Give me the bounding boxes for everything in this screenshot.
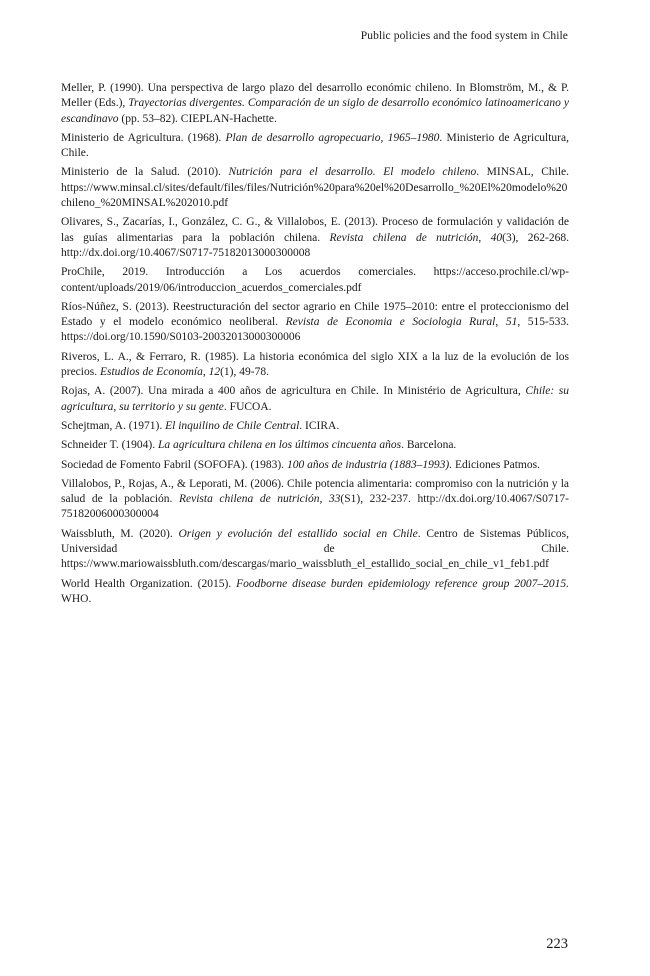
reference-text-segment: Ediciones Patmos. [452, 458, 540, 471]
reference-entry [61, 384, 569, 415]
reference-text-segment: Waissbluth, M. (2020). [61, 527, 179, 540]
reference-text-segment: WHO. [61, 592, 92, 605]
reference-text-segment: ProChile, 2019. Introducción a Los acuerdos comerciales. https://acceso.prochile.cl/wp-content/uploads/2019/06/introduccion_acuerdos_comerciales.pdf [61, 266, 569, 294]
reference-italic-segment: Revista de Economia e Sociologia Rural [285, 316, 496, 329]
reference-text-segment: , [202, 366, 209, 379]
reference-entry [61, 477, 569, 523]
reference-text-segment: Rojas, A. (2007). Una mirada a 400 años de agricultura en Chile. In Ministério de Agricultura, [61, 385, 526, 398]
reference-text-segment: Ministerio de Agricultura. (1968). [61, 131, 226, 144]
reference-text-segment: . Barcelona. [401, 439, 457, 452]
reference-list [61, 81, 569, 611]
reference-italic-segment: 100 años de industria (1883–1993). [286, 458, 453, 471]
reference-text-segment: , [495, 316, 506, 329]
reference-text-segment: Ríos-Núñez, S. (2013). Reestructuración del sector agrario en Chile 1975–2010: entre el proteccionismo del Estado y el modelo económico neoliberal. [61, 300, 569, 329]
reference-italic-segment: 51 [505, 316, 518, 329]
reference-italic-segment: Nutrición para el desarrollo. El modelo chileno [228, 166, 477, 179]
reference-text-segment: Schejtman, A. (1971). [61, 419, 166, 432]
reference-italic-segment: 33 [328, 493, 341, 506]
reference-text-segment: Ministerio de la Salud. (2010). [61, 166, 229, 179]
reference-text-segment: (1), 49-78. [220, 366, 269, 379]
reference-entry [61, 300, 569, 346]
reference-text-segment: World Health Organization. (2015). [61, 577, 237, 590]
reference-text-segment: (3), 262-268. http://dx.doi.org/10.4067/S0717-75182013000300008 [61, 231, 570, 259]
reference-text-segment: , [319, 493, 329, 506]
reference-italic-segment: Chile: su agricultura, su territorio y su gente [61, 385, 569, 413]
reference-text-segment: . ICIRA. [299, 419, 340, 432]
reference-text-segment: Villalobos, P., Rojas, A., & Leporati, M. (2006). Chile potencia alimentaria: compromiso con la nutrición y la salud de la población. [61, 477, 569, 506]
reference-text-segment: . MINSAL, Chile. https://www.minsal.cl/sites/default/files/files/Nutrición%20para%20el%20Desarrollo_%20El%20modelo%20chileno_%20MINSAL%202010.pdf [61, 166, 569, 210]
reference-text-segment: Riveros, L. A., & Ferraro, R. (1985). La historia económica del siglo XIX a la luz de la evolución de los precios. [61, 350, 569, 379]
reference-text-segment: Schneider T. (1904). [61, 439, 158, 452]
reference-italic-segment: El inquilino de Chile Central [165, 419, 300, 432]
reference-text-segment: , [478, 231, 491, 244]
reference-text-segment: (pp. 53–82). CIEPLAN-Hachette. [118, 112, 277, 125]
reference-text-segment: Olivares, S., Zacarías, I., González, C. G., & Villalobos, E. (2013). Proceso de formulación y validación de las guías alimentarias para la población chilena. [61, 216, 569, 244]
reference-entry [61, 265, 569, 296]
reference-italic-segment: La agricultura chilena en los últimos cincuenta años [157, 439, 402, 452]
reference-italic-segment: Revista chilena de nutrición [329, 231, 479, 244]
reference-text-segment: Meller, P. (1990). Una perspectiva de largo plazo del desarrollo económic chileno. In Blomström, M., & P. Meller (Eds.), [61, 82, 569, 110]
reference-italic-segment: Estudios de Economía [99, 366, 203, 379]
running-head: Public policies and the food system in Chile [360, 30, 568, 42]
reference-entry [61, 215, 569, 261]
reference-text-segment: , 515-533. https://doi.org/10.1590/S0103-20032013000300006 [61, 316, 570, 344]
reference-italic-segment: Foodborne disease burden epidemiology reference group 2007–2015. [236, 577, 569, 590]
reference-entry [61, 81, 569, 127]
reference-italic-segment: Revista chilena de nutrición [178, 493, 320, 506]
reference-text-segment: . Ministerio de Agricultura, Chile. [61, 131, 569, 160]
reference-entry [61, 165, 569, 211]
reference-entry [61, 350, 569, 381]
reference-italic-segment: Trayectorias divergentes. Comparación de un siglo de desarrollo económico latinoamericano y escandinavo [61, 97, 569, 125]
reference-entry [61, 458, 569, 473]
page-number: 223 [546, 936, 568, 952]
reference-entry [61, 577, 569, 608]
reference-text-segment: (S1), 232-237. http://dx.doi.org/10.4067/S0717-75182006000300004 [61, 493, 570, 521]
reference-entry [61, 131, 569, 162]
reference-entry [61, 527, 569, 573]
reference-entry [61, 438, 569, 453]
reference-italic-segment: Plan de desarrollo agropecuario, 1965–1980 [225, 131, 440, 144]
reference-text-segment: Sociedad de Fomento Fabril (SOFOFA). (1983). [61, 458, 287, 471]
reference-text-segment: . FUCOA. [223, 400, 272, 413]
reference-italic-segment: 12 [208, 366, 221, 379]
reference-italic-segment: Origen y evolución del estallido social en Chile [178, 527, 418, 540]
reference-italic-segment: 40 [490, 231, 503, 244]
reference-entry [61, 419, 569, 434]
reference-text-segment: . Centro de Sistemas Públicos, Universidad de Chile. https://www.mariowaissbluth.com/descargas/mario_waissbluth_el_estallido_social_en_chile_v1_feb1.pdf [61, 527, 569, 571]
